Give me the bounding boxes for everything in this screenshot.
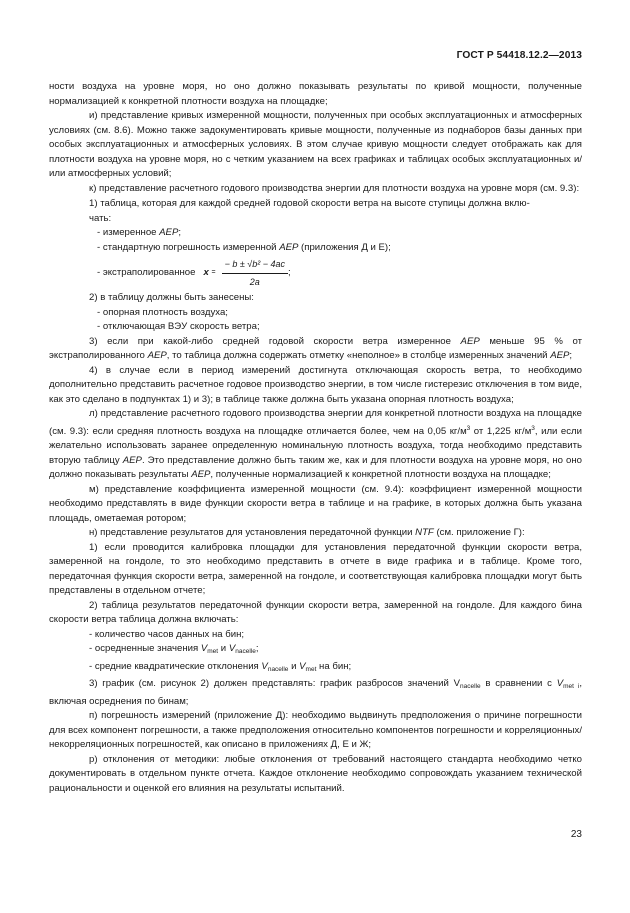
paragraph-k: к) представление расчетного годового производства энергии для плотности воздуха на уровне моря (см. 9.3): [89,182,580,194]
paragraph-l: л) представление расчетного годового производства энергии для конкретной плотности воздуха на площадке (см. 9.3): если средняя плотность воздуха на площадке отличается более, чем на 0,05 $кг/м^3$ от 1,225 $кг/м^3$, или если желательно использовать заранее определенную номинальную плотность воздуха, тогда необходимо представить вторую таблицу AEP. Это представление должно быть таким же, как и для плотности воздуха на уровне моря, но оно должно показывать результаты AEP, полученные нормализацией к конкретной плотности воздуха на площадке; [49,408,582,480]
k-list-item-4: 4) в случае если в период измерений достигнута отключающая скорость ветра, то необходимо дополнительно представить расчетное годовое производство энергии, в том числе гистерезис отключения в том виде, как это сделано в подпунктах 1) и 3); в таблице также должна быть указана опорная плотность воздуха; [49,364,582,405]
paragraph-n: н) представление результатов для установления передаточной функции NTF (см. приложение Г): [89,527,525,538]
k-list-item-1-cont: чать: [89,212,112,224]
k-list-item-2: 2) в таблицу должны быть занесены: [89,292,254,303]
page-number: 23 [570,829,582,840]
list-hours-per-bin: - количество часов данных на бин; [89,628,245,640]
paragraph-m: м) представление коэффициента измеренной мощности (см. 9.4): коэффициент измеренной мощности необходимо представлять в виде функции скорости ветра в таблице и на графике, в которых должна быть указана площадь, ометаемая ротором; [49,483,582,524]
k-list-item-1: 1) таблица, которая для каждой средней годовой скорости ветра на высоте ступицы должна вклю- [89,198,530,209]
n-list-item-1: 1) если проводится калибровка площадки для установления передаточной функции скорости ветра, замеренной на гондоле, то это необходимо представить в отчете в виде графика и в таблице. Кроме того, передаточная функция скорости ветра, замеренной на гондоле, и соответствующая калибровка площадки могут быть представлены в отдельном отчете; [49,541,582,596]
paragraph-p: п) погрешность измерений (приложение Д): необходимо выдвинуть предположения о причине погрешности для всех компонент погрешности, а также предположения относительно компонентов погрешности и корреляционных/некорреляционных погрешностей, как описано в приложениях Д, Е и Ж; [49,710,582,750]
list-reference-density: - опорная плотность воздуха; [97,306,228,318]
quadratic-formula: x = $\frac{\text{− b ± √b² − 4ac}}{2a}$ ; [203,257,290,289]
paragraph-r: р) отклонения от методики: любые отклонения от требований настоящего стандарта необходимо четко документировать в отдельном пункте отчета. Каждое отклонение необходимо сопровождать указанием технической рациональности и оценкой его влияния на результаты испытаний. [49,753,582,794]
list-averaged-values: - осредненные значения $V_{met}$ и $V_{nacelle}$; [89,643,259,655]
k-list-item-3: 3) если при какой-либо средней годовой скорости ветра измеренное AEP меньше 95 % от экстраполированного AEP, то таблица должна содержать отметку «неполное» в столбце измеренных значений AEP; [49,335,582,361]
n-list-item-3: 3) график (см. рисунок 2) должен представлять: график разбросов значений $V_{nacelle}$ в сравнении с $V_{met i}$, включая осреднения по бинам; [49,678,582,707]
standard-header: ГОСТ Р 54418.12.2—2013 [456,50,582,61]
list-measured-aep: - измеренное AEP; [97,227,182,238]
document-body [49,80,582,796]
list-std-deviations: - средние квадратические отклонения $V_{nacelle}$ и $V_{met}$ на бин; [89,660,352,673]
list-extrapolated-aep: - экстраполированное x = $\frac{\text{− b ± √b² − 4ac}}{2a}$ ; [49,255,582,291]
paragraph-i: и) представление кривых измеренной мощности, полученных при особых эксплуатационных и атмосферных условиях (см. 8.6). Можно также задокументировать кривые мощности, полученные из поднаборов базы данных при особых эксплуатационных и атмосферных условиях. В этом случае кривую мощности следует отображать как для плотности воздуха на уровне моря, но с четким указанием на всех графиках и таблицах особых эксплуатационных и/или атмосферных условий; [49,110,582,179]
paragraph: ности воздуха на уровне моря, но оно должно показывать результаты по кривой мощности, полученные нормализацией к конкретной плотности воздуха на площадке; [49,81,582,107]
list-cutout-speed: - отключающая ВЭУ скорость ветра; [97,321,260,332]
list-stderr-aep: - стандартную погрешность измеренной AEP (приложения Д и Е); [97,241,391,253]
formula-fraction: $\frac{\text{− b ± √b² − 4ac}}{2a}$ [222,257,288,289]
n-list-item-2: 2) таблица результатов передаточной функции скорости ветра, замеренной на гондоле. Для каждого бина скорости ветра таблица должна включать: [49,599,582,625]
